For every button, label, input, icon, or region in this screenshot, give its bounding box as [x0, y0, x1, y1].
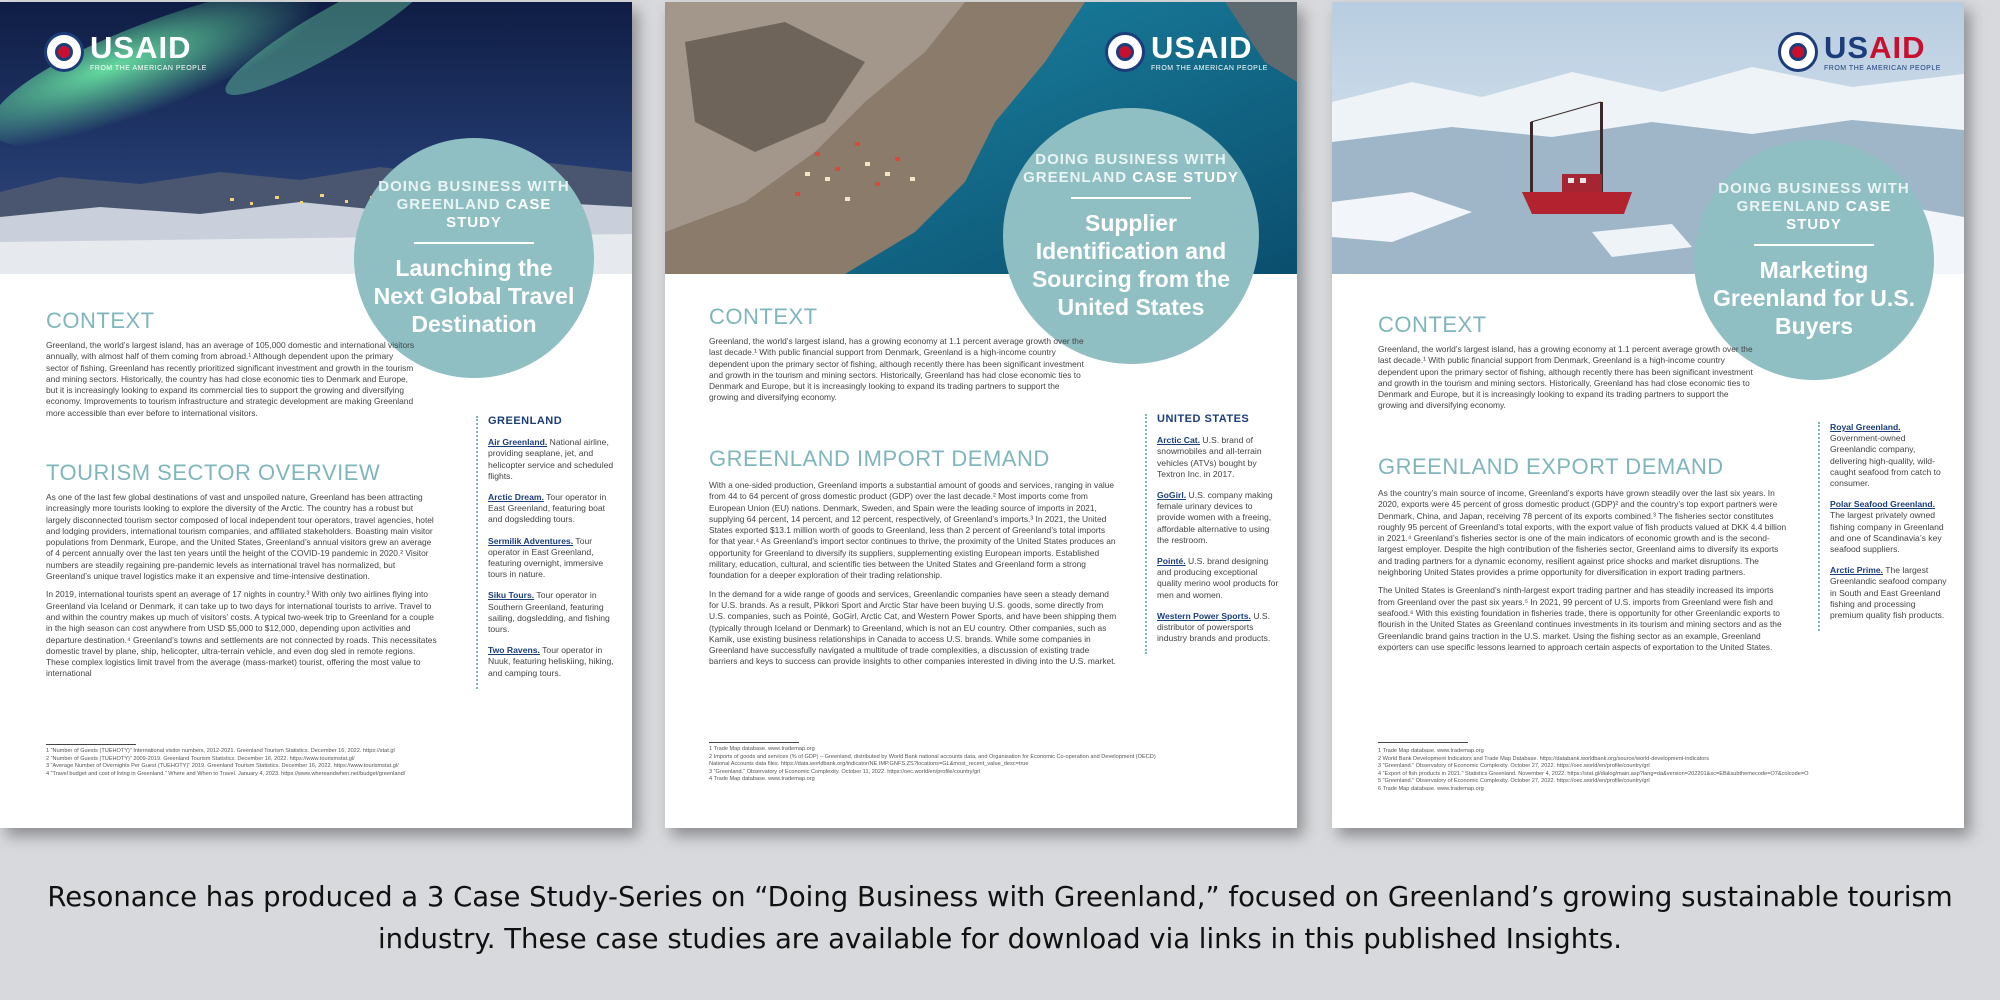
sidebar-companies [1818, 422, 1948, 631]
export-demand-heading: GREENLAND EXPORT DEMAND [1378, 454, 1724, 479]
usaid-seal-icon [44, 32, 84, 72]
company-link[interactable]: Sermilik Adventures. [488, 535, 574, 546]
case-study-title: Supplier Identification and Sourcing from the United States [1031, 210, 1231, 320]
context-heading: CONTEXT [709, 304, 818, 329]
logo-tagline: FROM THE AMERICAN PEOPLE [90, 65, 207, 72]
sidebar-item: Sermilik Adventures. Tour operator in East Greenland, featuring overnight, immersive tours in nature. [488, 535, 604, 580]
company-link[interactable]: Polar Seafood Greenland. [1830, 499, 1936, 510]
case-study-page-sourcing[interactable] [665, 2, 1297, 828]
sidebar-item: Western Power Sports. U.S. distributor of powersports industry brands and products. [1157, 610, 1271, 644]
company-link[interactable]: Western Power Sports. [1157, 610, 1251, 621]
context-text: Greenland, the world’s largest island, has an average of 105,000 domestic and international visitors annually, with almost half of them coming from abroad.¹ Although dependent upon the primary sector of fishing, Greenland has recently prioritized significant investment and growth in the tourism and mining sectors. Historically, the country has had close economic ties to Denmark and Europe, but it is increasingly looking to expand its commercial ties to support the growing and diversifying economy. Improvements to tourism infrastructure and strategic development are making Greenland more accessible than ever before to international visitors. [46, 340, 415, 418]
company-link[interactable]: Two Ravens. [488, 645, 540, 656]
usaid-logo [1105, 32, 1268, 72]
case-study-title: Marketing Greenland for U.S. Buyers [1713, 257, 1915, 339]
usaid-seal-icon [1105, 32, 1145, 72]
footnote-divider [709, 742, 799, 743]
company-link[interactable]: Siku Tours. [488, 590, 535, 601]
sidebar-item: Air Greenland. National airline, providing seaplane, jet, and helicopter service and scheduled flights. [488, 437, 614, 481]
badge-divider [414, 242, 534, 244]
logo-us-part: US [1824, 30, 1870, 65]
sidebar-companies [476, 416, 614, 689]
badge-eyebrow: DOING BUSINESS WITH GREENLAND CASE STUDY [1023, 151, 1239, 186]
usaid-seal-icon [1778, 32, 1818, 72]
sidebar-item: Arctic Dream. Tour operator in East Greenland, featuring boat and dogsledding tours. [488, 492, 607, 525]
context-heading: CONTEXT [1378, 312, 1487, 337]
logo-aid-part: AID [1869, 30, 1926, 65]
case-study-title: Launching the Next Global Travel Destination [373, 255, 575, 337]
sidebar-companies [1145, 414, 1279, 654]
footnote-divider [46, 744, 136, 745]
logo-tagline: FROM THE AMERICAN PEOPLE [1824, 65, 1941, 72]
badge-eyebrow: DOING BUSINESS WITH GREENLAND CASE STUDY [1718, 180, 1910, 233]
sidebar-item: Siku Tours. Tour operator in Southern Greenland, featuring sailing, dogsledding, and fishing tours. [488, 590, 610, 635]
sidebar-item: Arctic Prime. The largest Greenlandic seafood company in South and East Greenland fishing and processing premium quality fish products. [1830, 565, 1947, 621]
import-demand-heading: GREENLAND IMPORT DEMAND [709, 446, 1050, 471]
badge-divider [1071, 197, 1191, 199]
company-link[interactable]: Arctic Dream. [488, 492, 544, 503]
case-study-page-tourism[interactable] [0, 2, 632, 828]
badge-eyebrow: DOING BUSINESS WITH GREENLAND CASE STUDY [378, 178, 570, 231]
sidebar-item: Polar Seafood Greenland. The largest privately owned fishing company in Greenland and one of Scandinavia’s key seafood suppliers. [1830, 499, 1944, 555]
footnotes: 1 Trade Map database. www.trademap.org 2 World Bank Development Indicators and Trade Map Database. https://databank.worldbank.org/source/world-development-indicators 3 “Greenland.” Observatory of Economic Complexity. October 27, 2022. https://oec.world/en/profile/country/grl 4 “Export of fish products in 2021.” Statistics Greenland. November 4, 2022. https://stat.gl/dialog/main.asp?lang=da&version=202201&sc=EB&subthemecode=O7&colcode=O 5 “Greenland.” Observatory of Economic Complexity. October 27, 2022. https://oec.world/en/profile/country/grl 6 Trade Map database. www.trademap.org [1378, 748, 1809, 792]
footnote-divider [1378, 742, 1468, 743]
caption-text: Resonance has produced a 3 Case Study-Series on “Doing Business with Greenland,” focused on Greenland’s growing sustainable tourism industry. These case studies are available for download via links in this published Insights. [47, 881, 1953, 955]
company-link[interactable]: Air Greenland. [488, 437, 548, 448]
logo-wordmark [1824, 32, 1941, 63]
import-demand-text: With a one-sided production, Greenland imports a substantial amount of goods and services, ranging in value from 44 to 64 percent of gross domestic product (GDP) over the last decade.² Most imports come from European Union (EU) nations. Denmark, Sweden, and Spain were the leading source of imports in 2021, supplying 64 percent, 14 percent, and 12 percent, respectively, of Greenland’s imports.³ In 2021, the United States exported $13.1 million worth of goods to Greenland, less than 2 percent of Greenland’s total imports for that year.⁴ As Greenland’s import sector continues to thrive, the proximity of the United States produces an opportunity for Greenland to diversify its suppliers, supplementing existing European imports. Established military, education, cultural, and scientific ties between the United States and Greenland form a strong foundation for a deeper exploration of their trading relationship. In the demand for a wide range of goods and services, Greenlandic companies have seen a steady demand for U.S. brands. As a result, Pikkori Sport and Arctic Star have been buying U.S. goods, some directly from U.S. companies, such as Pointé, GoGirl, Arctic Cat, and Western Power Sports, and have been shipping them (typically through Iceland or Denmark) to Greenland, which is not an EU country. Other companies, such as Kamik, use existing business relationships in Canada to access U.S. brands. While some companies in Greenland have successfully navigated a multitude of trade complexities, a discussion of existing trade barriers and keys to success can provide insights to other companies interested in diving into the U.S. market. [709, 480, 1117, 667]
company-link[interactable]: Pointé. [1157, 556, 1186, 567]
sidebar-title: UNITED STATES [1157, 413, 1250, 425]
company-link[interactable]: GoGirl. [1157, 490, 1187, 501]
sidebar-item: GoGirl. U.S. company making female urinary devices to provide women with a freeing, affordable alternative to using the restroom. [1157, 490, 1273, 545]
sidebar-item: Two Ravens. Tour operator in Nuuk, featuring heliskiing, hiking, and camping tours. [488, 645, 614, 678]
sidebar-item: Pointé. U.S. brand designing and producing exceptional quality merino wool products for men and women. [1157, 556, 1279, 600]
usaid-logo [1778, 32, 1941, 72]
export-demand-text: As the country’s main source of income, Greenland’s exports have grown steadily over the last six years. In 2020, exports were 45 percent of gross domestic product (GDP)² and the country’s top export partners were Denmark, China, and Japan, receiving 78 percent of its exports combined.³ The fisheries sector constitutes roughly 95 percent of Greenland’s total exports, with the export value of fish products valued at DKK 4.4 billion in 2021.⁴ Greenland’s fisheries sector is one of the main indicators of economic growth and is the second-largest employer. Despite the high contribution of the fisheries sector, Greenland aims to diversify its exports and trading partners for a dynamic economy, resilient against price shocks and market disruptions. The neighboring United States provides a prime opportunity for diversification in export trading partners. The United States is Greenland’s ninth-largest export trading partner and has steadily increased its imports from Greenland over the past six years.⁵ In 2021, 99 percent of U.S. imports from Greenland were fish and seafood.⁶ With this existing foundation in fisheries trade, there is opportunity for other Greenlandic exports to flourish in the United States as Greenland continues investments in its tourism and mining sectors and as the Greenlandic brand gains traction in the U.S. market. Using the fishing sector as an example, Greenland exporters can use specific lessons learned to approach certain aspects of exportation to the United States. [1378, 488, 1787, 652]
tourism-overview-text: As one of the last few global destinations of vast and unspoiled nature, Greenland has been attracting increasingly more tourists looking to explore the diversity of the Arctic. The country has a robust but largely disconnected tourism sector composed of local independent tour operators, travel agencies, hotel and lodging providers, international tourism companies, and affiliated stakeholders. Boasting main visitor populations from Denmark, Europe, and the United States, Greenland’s annual visitors grew an average of 4 percent annually over the last ten years until the height of the COVID-19 pandemic in 2020.² Visitor numbers are steadily regaining pre-pandemic levels as international travel has normalized, but Greenland’s unique travel logistics make it an expensive and time-intensive destination. In 2019, international tourists spent an average of 17 nights in country.³ With only two airlines flying into Greenland via Iceland or Denmark, it can take up to two days for international tourists to arrive. Travel to and within the country makes up much of visitors’ costs. A typical two-week trip to Greenland for a couple in the high season can cost anywhere from USD $5,000 to $12,000, depending upon activities and departure destination.⁴ Greenland’s towns and settlements are not connected by roads. This necessitates domestic travel by plane, ship, helicopter, ultra-terrain vehicle, and even dog sled in remote regions. These complex logistics limit travel from the average (mass-market) tourist, offering the most value to international [46, 492, 437, 679]
usaid-logo [44, 32, 207, 72]
badge-divider [1754, 244, 1874, 246]
case-study-title-badge [1003, 108, 1259, 364]
footnotes: 1 “Number of Guests (TUEHOTY)” International visitor numbers, 2012-2021. Greenland Tourism Statistics. December 16, 2022. https://stat.gl 2 “Number of Guests (TUEHOTY)” 2009-2019. Greenland Tourism Statistics. December 16, 2022. https://www.tourismstat.gl/ 3 “Average Number of Overnights Per Guest (TUEHOTY)” 2019. Greenland Tourism Statistics. December 16, 2022. https://www.tourismstat.gl/ 4 “Travel budget and cost of living in Greenland.” Where and When to Travel. January 4, 2023. https://www.whereandwhen.net/budget/greenland/ [46, 748, 406, 777]
company-link[interactable]: Royal Greenland. [1830, 422, 1901, 432]
context-heading: CONTEXT [46, 308, 155, 333]
logo-wordmark: USAID [90, 30, 192, 65]
company-link[interactable]: Arctic Cat. [1157, 435, 1200, 446]
context-text: Greenland, the world’s largest island, has a growing economy at 1.1 percent average growth over the last decade.¹ With public financial support from Denmark, Greenland is a high-income country dependent upon the primary sector of fishing, although recently there has been significant investment and growth in the tourism and mining sectors. Historically, Greenland has had close economic ties to Denmark and Europe, but it is increasingly looking to expand its trading partners to support the growing and diversifying economy. [1378, 344, 1753, 411]
company-link[interactable]: Arctic Prime. [1830, 565, 1884, 576]
footnotes: 1 Trade Map database. www.trademap.org 2 Imports of goods and services (% of GDP) – Greenland, distributed by World Bank national accounts data, and Organisation for Economic Co-operation and Development (OECD) National Accounts data files. https://data.worldbank.org/indicator/NE.IMP.GNFS.ZS?locations=GL&most_recent_value_desc=true 3 “Greenland.” Observatory of Economic Complexity. October 11, 2022. https://oec.world/en/profile/country/grl 4 Trade Map database. www.trademap.org [709, 746, 1156, 783]
case-study-page-marketing[interactable] [1332, 2, 1964, 828]
sidebar-title: GREENLAND [488, 415, 563, 427]
context-text: Greenland, the world’s largest island, has a growing economy at 1.1 percent average growth over the last decade.¹ With public financial support from Denmark, Greenland is a high-income country dependent upon the primary sector of fishing, although recently there has been significant investment and growth in the tourism and mining sectors. Historically, Greenland has had close economic ties to Denmark and Europe, but it is increasingly looking to expand its trading partners to support the growing and diversifying economy. [709, 336, 1084, 403]
tourism-overview-heading: TOURISM SECTOR OVERVIEW [46, 460, 381, 485]
sidebar-item: Royal Greenland. Government-owned Greenlandic company, delivering high-quality, wild-caught seafood from catch to consumer. [1830, 422, 1941, 489]
logo-wordmark: USAID [1151, 30, 1253, 65]
logo-tagline: FROM THE AMERICAN PEOPLE [1151, 65, 1268, 72]
sidebar-item: Arctic Cat. U.S. brand of snowmobiles and all-terrain vehicles (ATVs) bought by Textron Inc. in 2017. [1157, 435, 1262, 479]
